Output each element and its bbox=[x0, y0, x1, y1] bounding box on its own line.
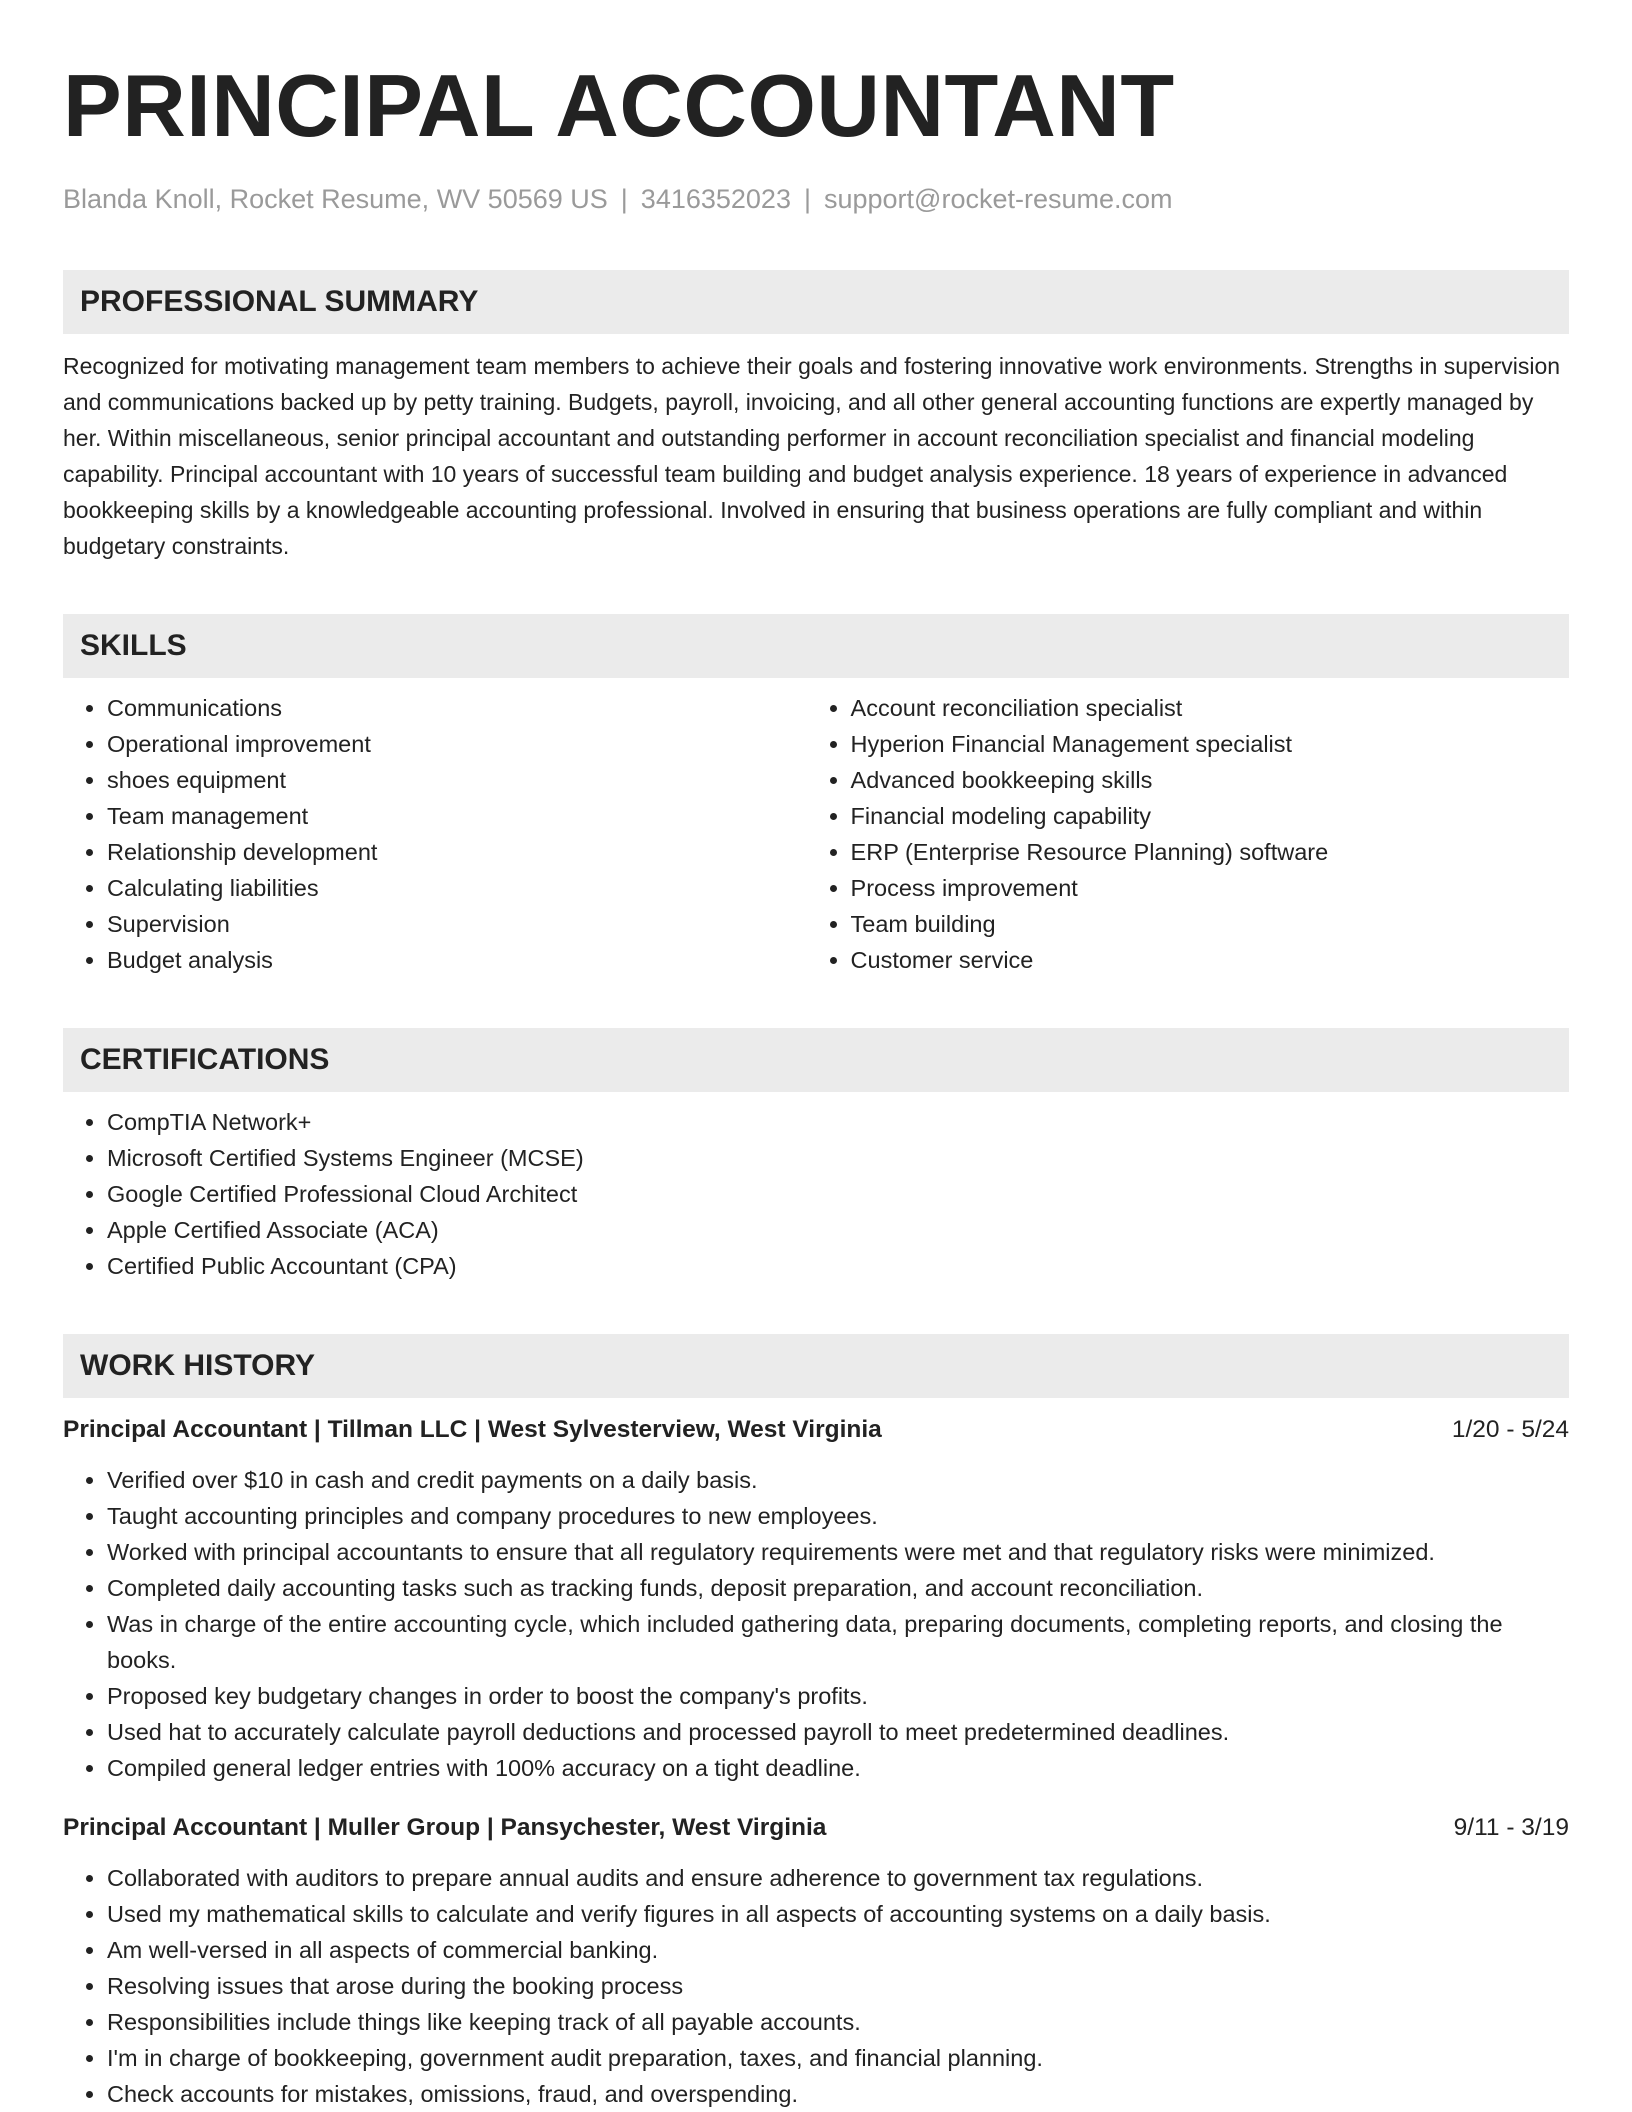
skill-item: • Operational improvement bbox=[107, 726, 807, 762]
job-header bbox=[63, 1412, 1569, 1448]
skills-heading: SKILLS bbox=[63, 614, 1569, 678]
job-bullets bbox=[63, 1462, 1569, 1786]
skill-item: • Financial modeling capability bbox=[851, 798, 1569, 834]
contact-address: Blanda Knoll, Rocket Resume, WV 50569 US bbox=[63, 184, 608, 214]
job-bullet: • Responsibilities include things like keeping track of all payable accounts. bbox=[107, 2004, 1569, 2040]
skill-item: • Calculating liabilities bbox=[107, 870, 807, 906]
job-bullets bbox=[63, 1860, 1569, 2112]
job-bullet: • Worked with principal accountants to ensure that all regulatory requirements were met and that regulatory risks were minimized. bbox=[107, 1534, 1569, 1570]
skill-item: • Account reconciliation specialist bbox=[851, 690, 1569, 726]
skill-item: • shoes equipment bbox=[107, 762, 807, 798]
skill-item: • Customer service bbox=[851, 942, 1569, 978]
certifications-list bbox=[63, 1104, 1569, 1284]
job-header bbox=[63, 1810, 1569, 1846]
job-bullet: • Completed daily accounting tasks such as tracking funds, deposit preparation, and account reconciliation. bbox=[107, 1570, 1569, 1606]
job-bullet: • Used hat to accurately calculate payroll deductions and processed payroll to meet predetermined deadlines. bbox=[107, 1714, 1569, 1750]
job-bullet: • Resolving issues that arose during the booking process bbox=[107, 1968, 1569, 2004]
certification-item: • Google Certified Professional Cloud Architect bbox=[107, 1176, 1569, 1212]
job-bullet: • Check accounts for mistakes, omissions, fraud, and overspending. bbox=[107, 2076, 1569, 2112]
summary-text: Recognized for motivating management team members to achieve their goals and fostering innovative work environments. Strengths in supervision and communications backed up by petty training. Budgets, payroll, invoicing, and all other general accounting functions are expertly managed by her. Within miscellaneous, senior principal accountant and outstanding performer in account reconciliation specialist and financial modeling capability. Principal accountant with 10 years of successful team building and budget analysis experience. 18 years of experience in advanced bookkeeping skills by a knowledgeable accounting professional. Involved in ensuring that business operations are fully compliant and within budgetary constraints. bbox=[63, 353, 1561, 559]
certification-item: • Certified Public Accountant (CPA) bbox=[107, 1248, 1569, 1284]
skill-item: • ERP (Enterprise Resource Planning) software bbox=[851, 834, 1569, 870]
work-history-heading: WORK HISTORY bbox=[63, 1334, 1569, 1398]
job-bullet: • Used my mathematical skills to calculate and verify figures in all aspects of accounting systems on a daily basis. bbox=[107, 1896, 1569, 1932]
contact-email: support@rocket-resume.com bbox=[823, 184, 1173, 214]
job-bullet: • Taught accounting principles and company procedures to new employees. bbox=[107, 1498, 1569, 1534]
job-title: Principal Accountant | Tillman LLC | West Sylvesterview, West Virginia bbox=[63, 1416, 882, 1443]
job-bullet: • I'm in charge of bookkeeping, government audit preparation, taxes, and financial planning. bbox=[107, 2040, 1569, 2076]
job-bullet: • Proposed key budgetary changes in order to boost the company's profits. bbox=[107, 1678, 1569, 1714]
skill-item: • Advanced bookkeeping skills bbox=[851, 762, 1569, 798]
skill-item: • Communications bbox=[107, 690, 807, 726]
skill-item: • Supervision bbox=[107, 906, 807, 942]
skill-item: • Budget analysis bbox=[107, 942, 807, 978]
job-entry bbox=[63, 1412, 1569, 1786]
certifications-heading: CERTIFICATIONS bbox=[63, 1028, 1569, 1092]
certification-item: • Apple Certified Associate (ACA) bbox=[107, 1212, 1569, 1248]
skills-list-left bbox=[63, 690, 807, 978]
skill-item: • Relationship development bbox=[107, 834, 807, 870]
job-bullet: • Was in charge of the entire accounting cycle, which included gathering data, preparing documents, completing reports, and closing the books. bbox=[107, 1606, 1569, 1678]
job-dates: 1/20 - 5/24 bbox=[1451, 1416, 1569, 1443]
certification-item: • Microsoft Certified Systems Engineer (MCSE) bbox=[107, 1140, 1569, 1176]
job-entry bbox=[63, 1810, 1569, 2112]
contact-phone: 3416352023 bbox=[640, 184, 791, 214]
job-bullet: • Compiled general ledger entries with 100% accuracy on a tight deadline. bbox=[107, 1750, 1569, 1786]
certification-item: • CompTIA Network+ bbox=[107, 1104, 1569, 1140]
job-bullet: • Am well-versed in all aspects of commercial banking. bbox=[107, 1932, 1569, 1968]
contact-separator: | bbox=[620, 184, 628, 214]
resume-title: PRINCIPAL ACCOUNTANT bbox=[63, 56, 1175, 155]
job-dates: 9/11 - 3/19 bbox=[1453, 1814, 1569, 1841]
summary-heading: PROFESSIONAL SUMMARY bbox=[63, 270, 1569, 334]
job-title: Principal Accountant | Muller Group | Pansychester, West Virginia bbox=[63, 1814, 827, 1841]
skill-item: • Process improvement bbox=[851, 870, 1569, 906]
skills-list-right bbox=[807, 690, 1569, 978]
contact-line bbox=[63, 182, 1569, 216]
job-bullet: • Verified over $10 in cash and credit payments on a daily basis. bbox=[107, 1462, 1569, 1498]
skill-item: • Team building bbox=[851, 906, 1569, 942]
job-bullet: • Collaborated with auditors to prepare annual audits and ensure adherence to government tax regulations. bbox=[107, 1860, 1569, 1896]
skill-item: • Team management bbox=[107, 798, 807, 834]
skills-columns bbox=[63, 678, 1569, 978]
contact-separator: | bbox=[803, 184, 811, 214]
skill-item: • Hyperion Financial Management specialist bbox=[851, 726, 1569, 762]
